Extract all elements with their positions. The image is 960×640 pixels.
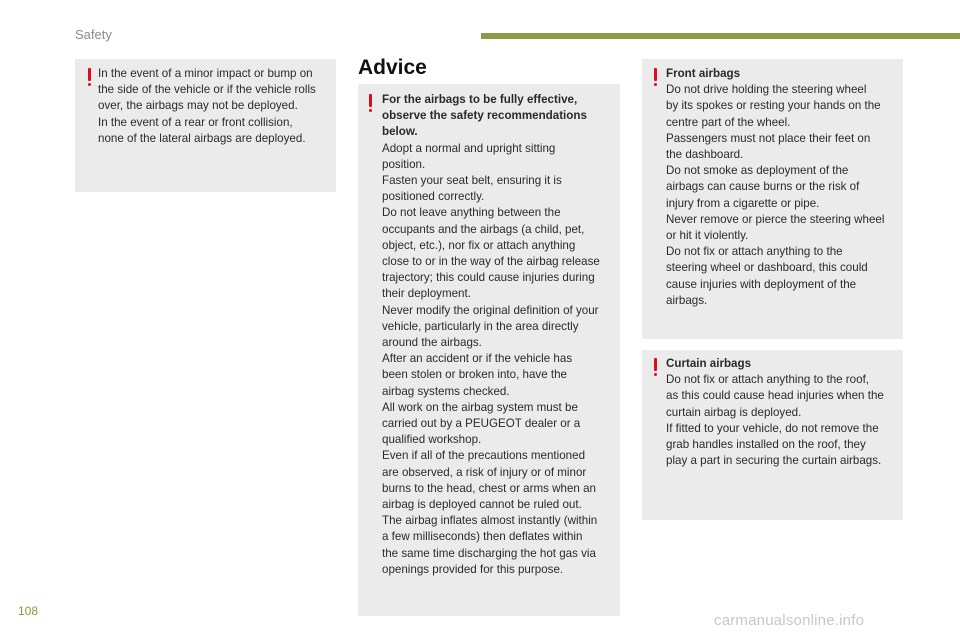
watermark: carmanualsonline.info [714,612,865,629]
text-line: the dashboard. [666,148,744,162]
text-line: steering wheel or dashboard, this could [666,261,868,275]
header-accent-bar [481,33,960,39]
text-line: observe the safety recommendations [382,109,587,123]
text-line: carried out by a PEUGEOT dealer or a [382,417,581,431]
text-line: If fitted to your vehicle, do not remove the [666,421,879,435]
panel-title: Curtain airbags [666,357,752,370]
warning-icon [369,94,372,107]
text-line: position. [382,157,426,171]
text-line: occupants and the airbags (a child, pet, [382,222,585,236]
text-line: burns to the head, chest or arms when an [382,481,596,495]
text-line: as this could cause head injuries when the [666,389,884,403]
text-line: play a part in securing the curtain airbags. [666,454,882,468]
text-line: the same time discharging the hot gas via [382,546,596,560]
minor-impact-text [98,66,334,147]
text-line: close to or in the way of the airbag release [382,255,600,269]
text-line: grab handles installed on the roof, they [666,438,866,452]
text-line: the side of the vehicle or if the vehicle rolls [98,83,316,97]
text-line: After an accident or if the vehicle has [382,352,573,366]
text-line: Never remove or pierce the steering wheel [666,212,885,226]
text-line: Never modify the original definition of your [382,303,599,317]
text-line: In the event of a minor impact or bump on [98,67,313,80]
text-line: Do not drive holding the steering wheel [666,83,867,97]
text-line: Do not leave anything between the [382,206,561,220]
section-title: Safety [75,27,112,42]
text-line: airbags can cause burns or the risk of [666,180,860,194]
text-line: their deployment. [382,287,471,301]
text-line: or hit it violently. [666,229,749,243]
text-line: below. [382,125,418,139]
text-line: Do not fix or attach anything to the roof, [666,373,870,387]
text-line: cause injuries with deployment of the [666,277,857,291]
text-line: around the airbags. [382,336,482,350]
front-airbags-text [666,66,902,309]
text-line: injury from a cigarette or pipe. [666,196,820,210]
text-line: airbag systems checked. [382,384,510,398]
text-line: trajectory; this could cause injuries during [382,271,595,285]
text-line: In the event of a rear or front collision, [98,115,293,129]
warning-icon [654,358,657,371]
text-line: qualified workshop. [382,433,482,447]
text-line: over, the airbags may not be deployed. [98,99,298,113]
advice-heading: Advice [358,56,427,79]
text-line: Even if all of the precautions mentioned [382,449,586,463]
text-line: airbag is deployed cannot be ruled out. [382,498,582,512]
page-number: 108 [18,604,39,618]
text-line: For the airbags to be fully effective, [382,93,578,106]
text-line: Passengers must not place their feet on [666,131,871,145]
text-line: Fasten your seat belt, ensuring it is [382,174,562,188]
text-line: been stolen or broken into, have the [382,368,567,382]
warning-icon [654,68,657,81]
advice-text [382,92,618,578]
text-line: Do not smoke as deployment of the [666,164,849,178]
text-line: openings provided for this purpose. [382,562,564,576]
text-line: centre part of the wheel. [666,115,791,129]
text-line: curtain airbag is deployed. [666,405,802,419]
text-line: vehicle, particularly in the area directly [382,319,579,333]
curtain-airbags-text [666,356,902,469]
text-line: none of the lateral airbags are deployed. [98,131,306,145]
text-line: The airbag inflates almost instantly (within [382,514,598,528]
text-line: by its spokes or resting your hands on the [666,99,881,113]
text-line: airbags. [666,293,708,307]
text-line: positioned correctly. [382,190,485,204]
text-line: a few milliseconds) then deflates within [382,530,583,544]
panel-title: Front airbags [666,67,741,80]
text-line: All work on the airbag system must be [382,400,578,414]
text-line: object, etc.), nor fix or attach anything [382,238,576,252]
text-line: are observed, a risk of injury or of minor [382,465,587,479]
text-line: Adopt a normal and upright sitting [382,141,556,155]
text-line: Do not fix or attach anything to the [666,245,843,259]
warning-icon [88,68,91,81]
